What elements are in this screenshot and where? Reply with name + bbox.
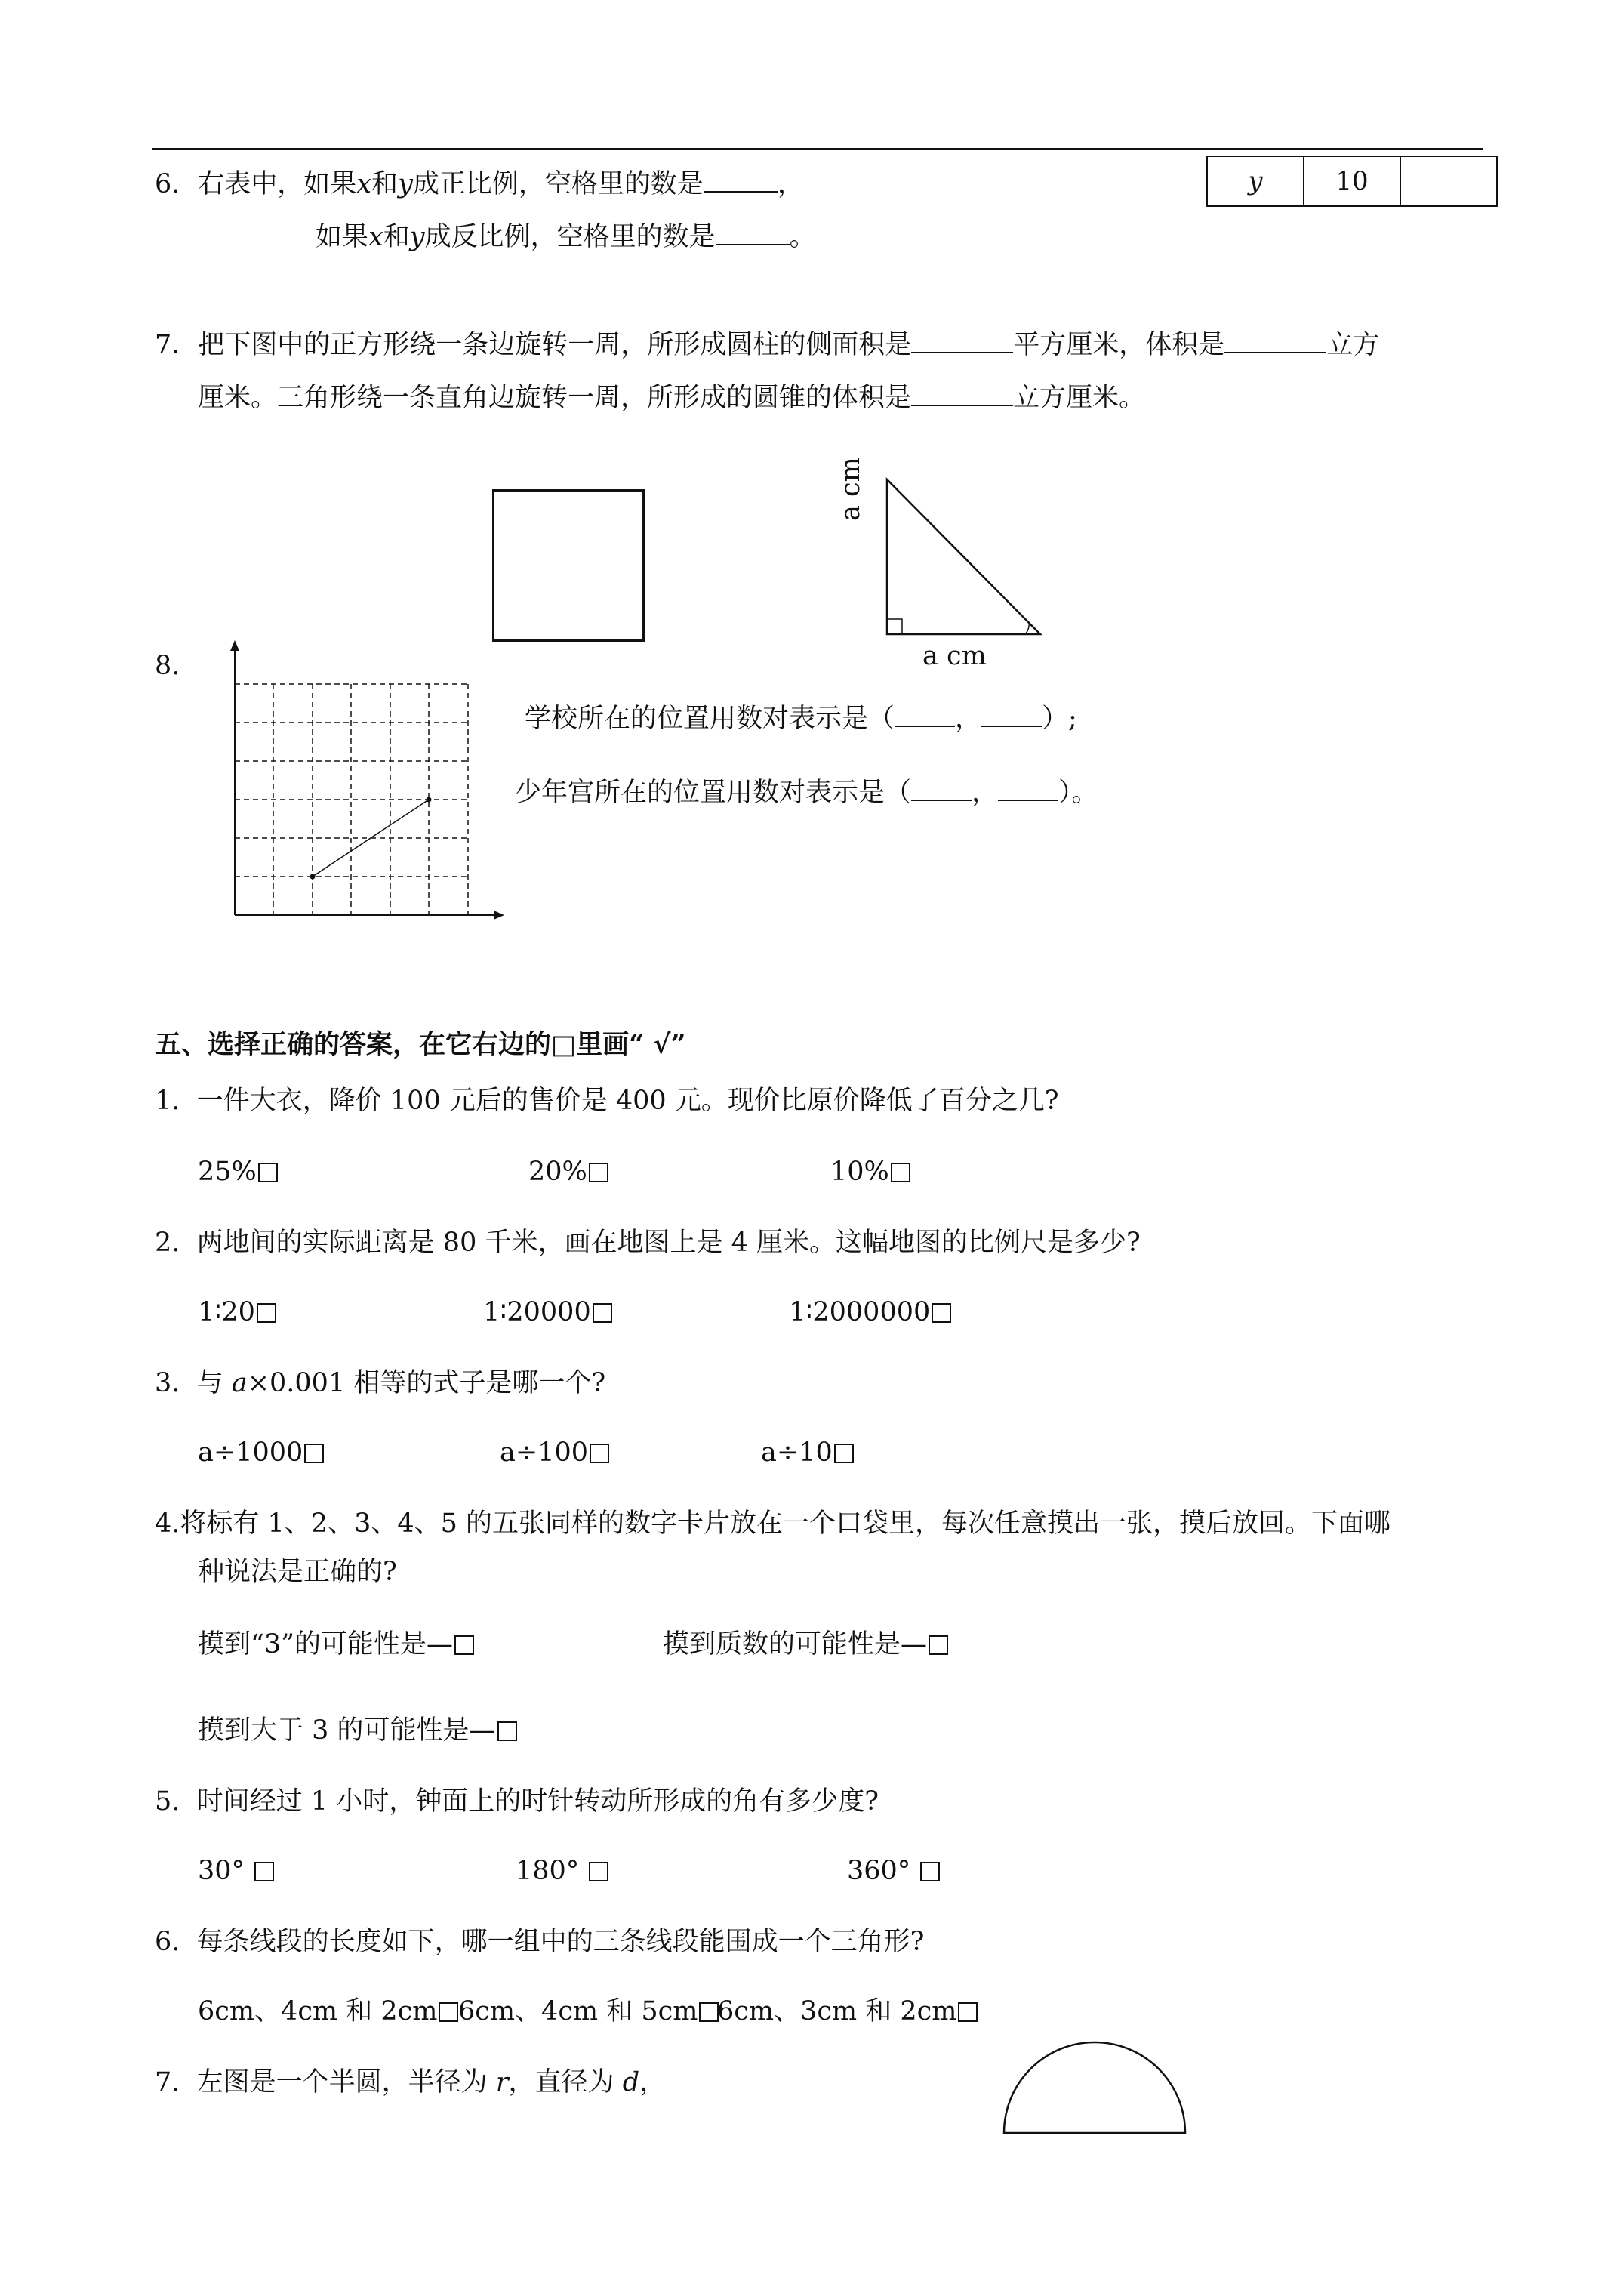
checkbox[interactable] xyxy=(589,1163,608,1182)
option[interactable] xyxy=(198,1995,458,2028)
checkbox[interactable] xyxy=(958,2002,978,2022)
answer-blank[interactable] xyxy=(911,777,972,801)
option[interactable] xyxy=(830,1155,910,1188)
option[interactable] xyxy=(198,1436,324,1469)
checkbox[interactable] xyxy=(257,1303,276,1323)
semicircle-figure xyxy=(996,2039,1193,2137)
triangle-base-label xyxy=(922,639,987,673)
punct: ， xyxy=(955,704,982,734)
option-label: 6cm、4cm 和 5cm xyxy=(458,1996,698,2026)
section-title: 五、选择正确的答案，在它右边的□里画“ √” xyxy=(155,1029,686,1060)
q8-text: 学校所在的位置用数对表示是（ xyxy=(525,704,895,734)
var-x: x xyxy=(368,222,383,252)
option-label: a÷100 xyxy=(500,1438,588,1468)
s5-q1 xyxy=(155,1084,1059,1117)
checkbox[interactable] xyxy=(589,1862,608,1881)
option[interactable] xyxy=(198,1714,517,1747)
q8-line1 xyxy=(525,702,1077,735)
option-label: 1∶20 xyxy=(198,1297,255,1327)
punct: ， xyxy=(777,169,804,199)
punct: ）; xyxy=(1042,704,1077,734)
question-number: 1. xyxy=(155,1086,180,1116)
checkbox[interactable] xyxy=(454,1635,474,1655)
side-label-text: a cm xyxy=(836,457,866,521)
table-value: 10 xyxy=(1304,156,1400,206)
question-text: 一件大衣，降价 100 元后的售价是 400 元。现价比原价降低了百分之几? xyxy=(196,1086,1059,1116)
question-number: 3. xyxy=(155,1368,180,1398)
option[interactable] xyxy=(198,1155,278,1188)
q7-text: 厘米。三角形绕一条直角边旋转一周，所形成的圆锥的体积是 xyxy=(198,383,912,413)
checkbox[interactable] xyxy=(593,1303,612,1323)
var-a: a xyxy=(231,1368,248,1398)
option[interactable] xyxy=(458,1995,719,2028)
square-figure xyxy=(492,489,645,642)
question-number: 7． xyxy=(155,330,199,360)
s5-q7 xyxy=(155,2066,666,2099)
s5-q2 xyxy=(155,1226,1141,1259)
option-label: a÷10 xyxy=(761,1438,833,1468)
option-label: a÷1000 xyxy=(198,1438,303,1468)
option[interactable] xyxy=(198,1854,274,1888)
q6-line2 xyxy=(316,220,816,254)
checkbox[interactable] xyxy=(929,1635,948,1655)
question-number: 7. xyxy=(155,2067,180,2097)
q7-line1 xyxy=(155,328,1379,362)
checkbox[interactable] xyxy=(254,1862,274,1881)
checkbox[interactable] xyxy=(891,1163,910,1182)
option[interactable] xyxy=(761,1436,854,1469)
checkbox[interactable] xyxy=(304,1444,324,1463)
var-y: y xyxy=(409,222,425,252)
question-text: 将标有 1、2、3、4、5 的五张同样的数字卡片放在一个口袋里，每次任意摸出一张，摸后放回。下面哪 xyxy=(180,1509,1391,1539)
q7-text: 立方厘米。 xyxy=(1013,383,1146,413)
answer-blank[interactable] xyxy=(911,382,1013,406)
answer-blank[interactable] xyxy=(895,703,955,727)
checkbox[interactable] xyxy=(497,1721,517,1741)
q6-text: 如果 xyxy=(316,222,369,252)
checkbox[interactable] xyxy=(932,1303,951,1323)
question-text: 两地间的实际距离是 80 千米，画在地图上是 4 厘米。这幅地图的比例尺是多少? xyxy=(196,1228,1141,1258)
q6-line1 xyxy=(155,168,804,201)
option[interactable] xyxy=(500,1436,609,1469)
s5-q5 xyxy=(155,1785,879,1818)
question-number: 8. xyxy=(155,651,180,681)
option[interactable] xyxy=(847,1854,940,1888)
punct: ， xyxy=(639,2067,667,2097)
question-text: 种说法是正确的? xyxy=(198,1557,397,1587)
checkbox[interactable] xyxy=(590,1444,609,1463)
question-number: 6. xyxy=(155,1927,180,1957)
punct: 。 xyxy=(789,222,816,252)
question-text: ，直径为 xyxy=(508,2067,623,2097)
xy-table xyxy=(1206,156,1498,207)
option-label: 360° xyxy=(847,1856,911,1886)
option-label: 摸到“3”的可能性是— xyxy=(198,1629,454,1660)
triangle-side-label xyxy=(834,457,867,521)
option-label: 20% xyxy=(528,1157,587,1187)
q6-and: 和 xyxy=(383,222,410,252)
answer-blank[interactable] xyxy=(716,221,790,245)
coordinate-grid xyxy=(219,640,513,927)
option[interactable] xyxy=(483,1296,612,1329)
option[interactable] xyxy=(198,1628,474,1661)
q6-text: 成正比例，空格里的数是 xyxy=(412,169,704,199)
question-number: 5. xyxy=(155,1786,180,1817)
question-number: 2. xyxy=(155,1228,180,1258)
q8-text: 少年宫所在的位置用数对表示是（ xyxy=(515,778,912,808)
option-label: 25% xyxy=(198,1157,257,1187)
var-x: x xyxy=(356,169,372,199)
punct: ）。 xyxy=(1058,778,1098,808)
option[interactable] xyxy=(717,1995,978,2028)
q7-text: 把下图中的正方形绕一条边旋转一周，所形成圆柱的侧面积是 xyxy=(198,330,912,360)
option-label: 180° xyxy=(516,1856,580,1886)
var-d: d xyxy=(622,2067,640,2097)
checkbox[interactable] xyxy=(699,2002,719,2022)
base-label-text: a cm xyxy=(922,641,987,671)
q6-and: 和 xyxy=(371,169,399,199)
option[interactable] xyxy=(528,1155,608,1188)
checkbox[interactable] xyxy=(920,1862,940,1881)
option-label: 6cm、4cm 和 2cm xyxy=(198,1996,438,2026)
option-label: 30° xyxy=(198,1856,245,1886)
question-text: 时间经过 1 小时，钟面上的时针转动所形成的角有多少度? xyxy=(196,1786,879,1817)
s5-q6 xyxy=(155,1925,924,1959)
s5-q4-line1 xyxy=(155,1507,1390,1540)
option-label: 摸到大于 3 的可能性是— xyxy=(198,1715,496,1746)
answer-blank[interactable] xyxy=(1224,329,1326,353)
option-label: 1∶20000 xyxy=(483,1297,591,1327)
option-label: 摸到质数的可能性是— xyxy=(663,1629,928,1660)
checkbox[interactable] xyxy=(834,1444,854,1463)
q7-line2 xyxy=(198,381,1145,415)
answer-blank[interactable] xyxy=(998,777,1058,801)
q7-text: 平方厘米，体积是 xyxy=(1013,330,1225,360)
table-label-y: y xyxy=(1207,156,1304,206)
checkbox[interactable] xyxy=(439,2002,458,2022)
punct: ， xyxy=(972,778,999,808)
q6-text: 右表中，如果 xyxy=(198,169,357,199)
var-y: y xyxy=(398,169,413,199)
question-text: 左图是一个半圆，半径为 xyxy=(196,2067,496,2097)
option[interactable] xyxy=(516,1854,608,1888)
question-text: ×0.001 相等的式子是哪一个? xyxy=(247,1368,606,1398)
table-blank-cell[interactable] xyxy=(1400,156,1497,206)
option[interactable] xyxy=(198,1296,276,1329)
option[interactable] xyxy=(663,1628,948,1661)
question-text: 与 xyxy=(196,1368,232,1398)
q8-line2 xyxy=(515,776,1098,809)
answer-blank[interactable] xyxy=(981,703,1042,727)
var-r: r xyxy=(495,2067,509,2097)
option-label: 6cm、3cm 和 2cm xyxy=(717,1996,957,2026)
q6-text: 成反比例，空格里的数是 xyxy=(424,222,716,252)
question-text: 每条线段的长度如下，哪一组中的三条线段能围成一个三角形? xyxy=(196,1927,925,1957)
question-number: 4. xyxy=(155,1509,180,1539)
option-label: 10% xyxy=(830,1157,889,1187)
header-rule xyxy=(152,148,1483,150)
option[interactable] xyxy=(789,1296,951,1329)
answer-blank[interactable] xyxy=(704,168,778,193)
s5-q3 xyxy=(155,1367,605,1400)
q7-text: 立方 xyxy=(1326,330,1380,360)
question-number: 6． xyxy=(155,169,199,199)
option-label: 1∶2000000 xyxy=(789,1297,931,1327)
answer-blank[interactable] xyxy=(911,329,1013,353)
checkbox[interactable] xyxy=(258,1163,278,1182)
